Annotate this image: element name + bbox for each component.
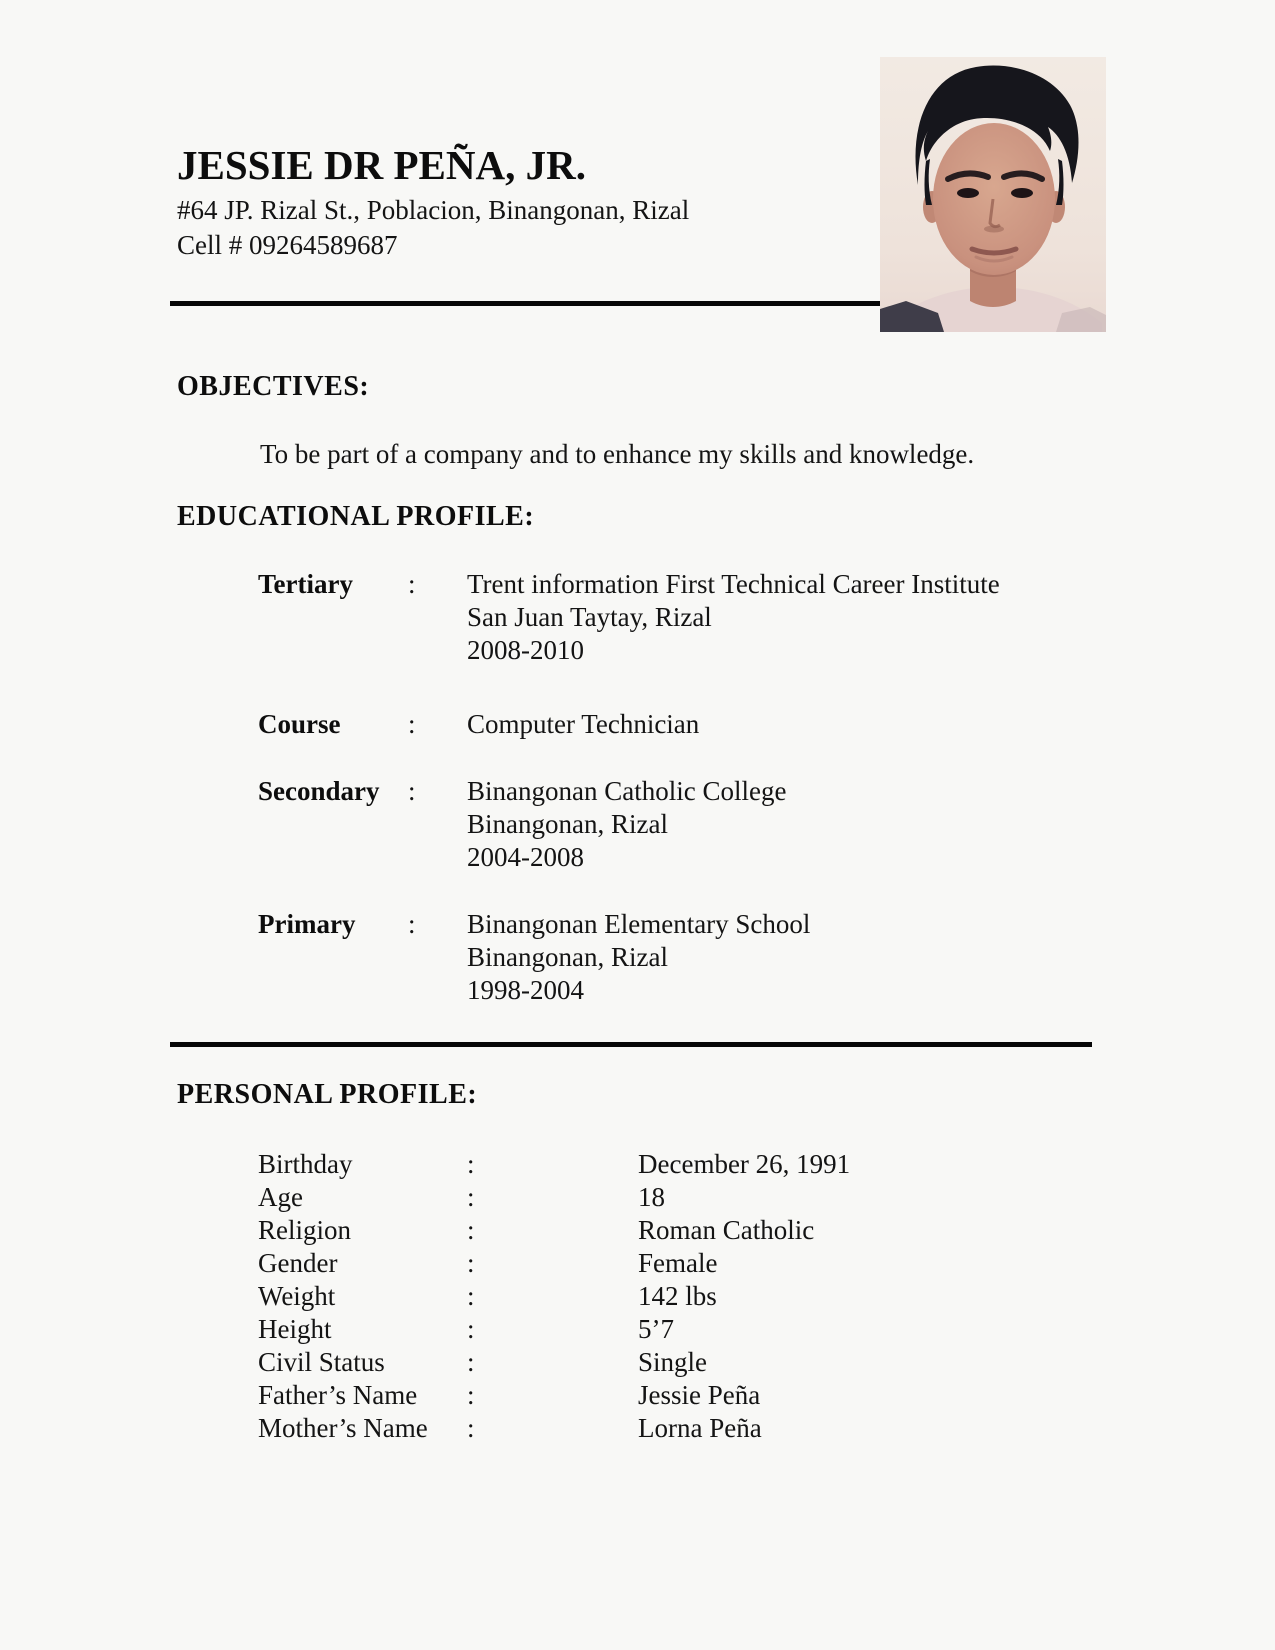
personal-row-weight (258, 1280, 1118, 1313)
education-label: Primary (258, 909, 356, 939)
colon-separator: : (467, 1182, 475, 1212)
colon-separator: : (408, 709, 416, 739)
education-value-line: Trent information First Technical Career Institute (467, 569, 1000, 599)
personal-value: December 26, 1991 (638, 1149, 851, 1179)
colon-separator: : (467, 1248, 475, 1278)
education-value-line: 1998-2004 (467, 975, 584, 1005)
personal-value: Single (638, 1347, 708, 1377)
personal-label: Civil Status (258, 1347, 385, 1377)
colon-separator: : (467, 1314, 475, 1344)
colon-separator: : (467, 1347, 475, 1377)
personal-value: Jessie Peña (638, 1380, 761, 1410)
photo-nostril-shadow (984, 226, 1004, 233)
cell-number-line: Cell # 09264589687 (177, 230, 398, 260)
education-row-course (258, 708, 1088, 741)
education-value-line: 2004-2008 (467, 842, 584, 872)
personal-label: Religion (258, 1215, 351, 1245)
colon-separator: : (467, 1413, 475, 1443)
photo-right-eye (1011, 188, 1033, 198)
education-label: Tertiary (258, 569, 353, 599)
education-value-line: Computer Technician (467, 709, 700, 739)
personal-row-birthday (258, 1148, 1118, 1181)
education-value-line: Binangonan, Rizal (467, 942, 668, 972)
personal-label: Birthday (258, 1149, 353, 1179)
personal-value: 142 lbs (638, 1281, 717, 1311)
education-row-tertiary (258, 568, 1088, 667)
header-divider-line (170, 301, 880, 306)
personal-value: 5’7 (638, 1314, 674, 1344)
colon-separator: : (467, 1215, 475, 1245)
personal-row-gender (258, 1247, 1118, 1280)
objectives-heading: OBJECTIVES: (177, 371, 370, 402)
personal-row-religion (258, 1214, 1118, 1247)
education-value (467, 908, 1088, 1007)
education-label: Secondary (258, 776, 380, 806)
personal-row-age (258, 1181, 1118, 1214)
personal-label: Father’s Name (258, 1380, 418, 1410)
personal-value: Lorna Peña (638, 1413, 762, 1443)
section-divider-line (170, 1042, 1092, 1047)
photo-left-eye (957, 188, 979, 198)
colon-separator: : (467, 1380, 475, 1410)
objectives-text: To be part of a company and to enhance my skills and knowledge. (260, 439, 975, 469)
colon-separator: : (408, 909, 416, 939)
personal-value: Roman Catholic (638, 1215, 815, 1245)
personal-row-mothers-name (258, 1412, 1118, 1445)
id-portrait-photo (880, 57, 1106, 332)
education-row-primary (258, 908, 1088, 1007)
education-value-line: 2008-2010 (467, 635, 584, 665)
education-value-line: Binangonan Elementary School (467, 909, 811, 939)
personal-row-height (258, 1313, 1118, 1346)
personal-value: Female (638, 1248, 718, 1278)
personal-label: Gender (258, 1248, 338, 1278)
education-label: Course (258, 709, 341, 739)
education-value-line: Binangonan Catholic College (467, 776, 787, 806)
education-value-line: Binangonan, Rizal (467, 809, 668, 839)
personal-profile-rows (258, 1148, 1118, 1445)
personal-row-fathers-name (258, 1379, 1118, 1412)
colon-separator: : (408, 569, 416, 599)
personal-value: 18 (638, 1182, 665, 1212)
education-value-line: San Juan Taytay, Rizal (467, 602, 712, 632)
personal-profile-heading: PERSONAL PROFILE: (177, 1079, 478, 1110)
personal-row-civil-status (258, 1346, 1118, 1379)
personal-label: Height (258, 1314, 332, 1344)
name-heading: JESSIE DR PEÑA, JR. (177, 142, 586, 188)
personal-label: Age (258, 1182, 303, 1212)
personal-label: Weight (258, 1281, 336, 1311)
education-value (467, 708, 1088, 741)
education-row-secondary (258, 775, 1088, 874)
education-value (467, 775, 1088, 874)
education-value (467, 568, 1088, 667)
colon-separator: : (467, 1281, 475, 1311)
education-rows (258, 568, 1088, 1007)
colon-separator: : (467, 1149, 475, 1179)
education-heading: EDUCATIONAL PROFILE: (177, 501, 535, 532)
address-line: #64 JP. Rizal St., Poblacion, Binangonan, Rizal (177, 195, 690, 225)
colon-separator: : (408, 776, 416, 806)
personal-label: Mother’s Name (258, 1413, 428, 1443)
